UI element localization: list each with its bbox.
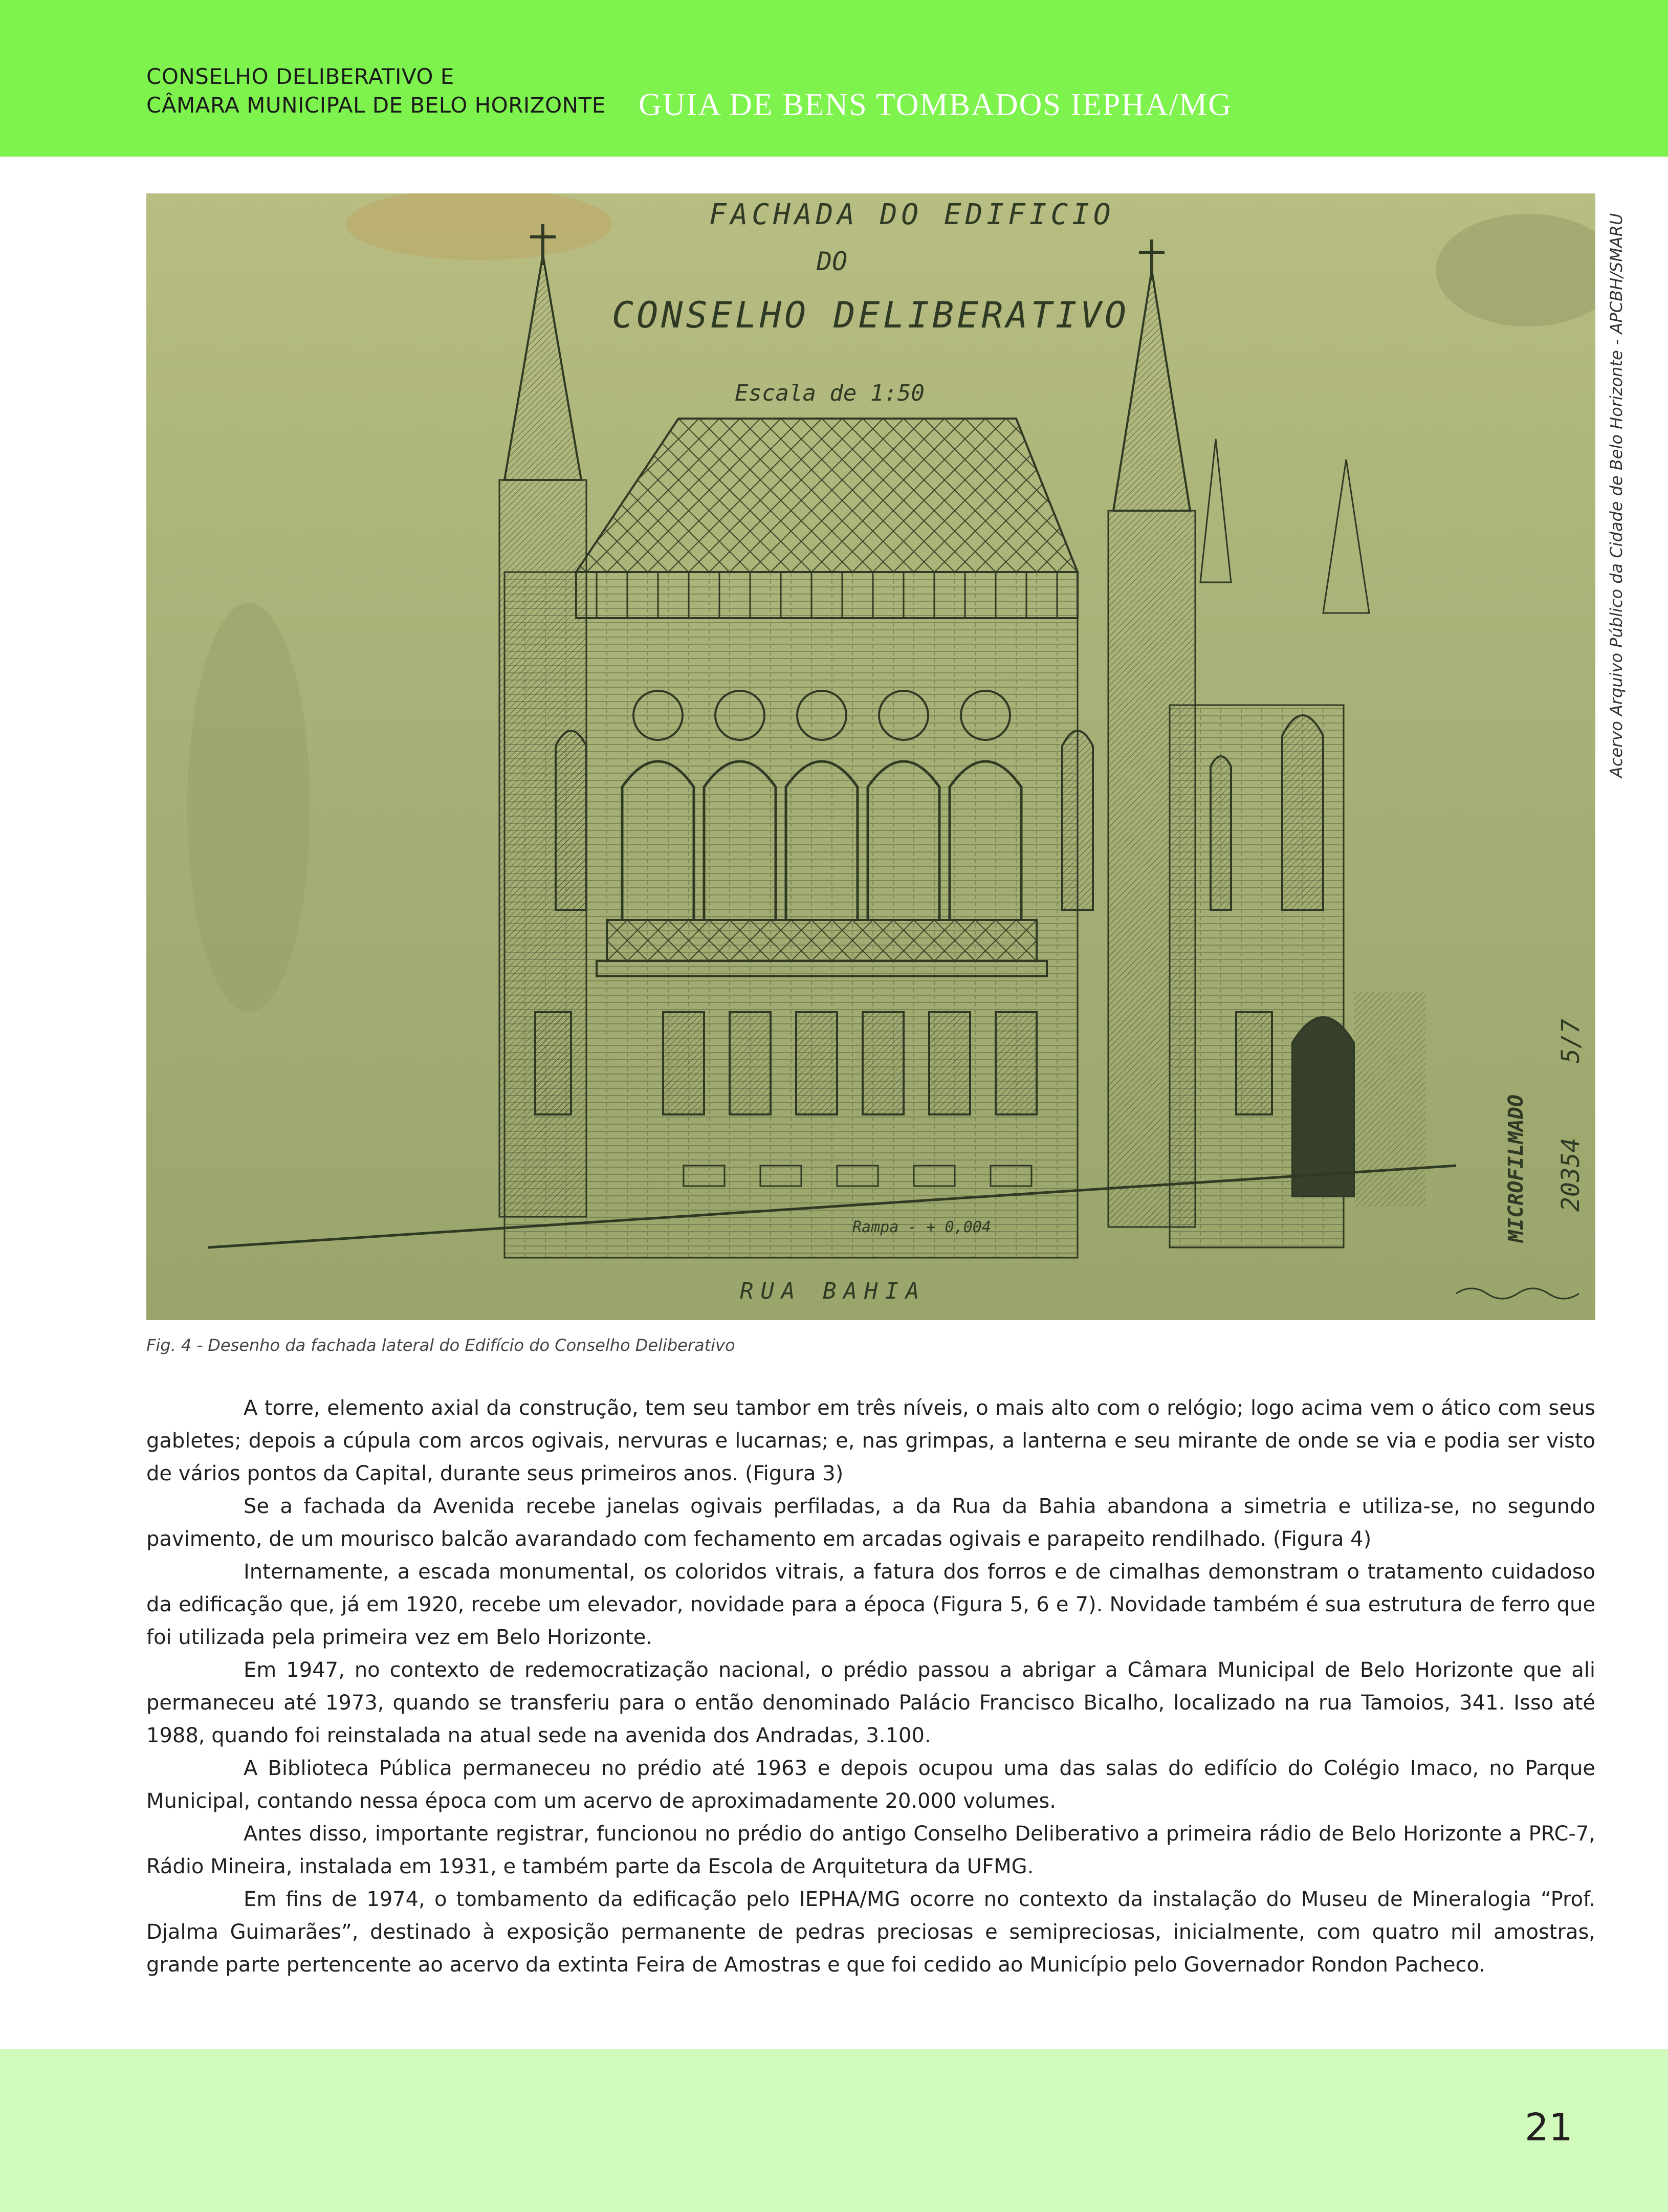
facade-drawing-figure [146, 193, 1595, 1320]
sheet-number: 5/7 [1556, 1019, 1585, 1063]
paragraph-1: A torre, elemento axial da construção, tem seu tambor em três níveis, o mais alto com o relógio; logo acima vem o ático com seus gabletes; depois a cúpula com arcos ogivais, nervuras e lucarnas; e, nas grimpas, a lanterna e seu mirante de onde se via e podia ser visto de vários pontos da Capital, durante seus primeiros anos. (Figura 3) [146, 1396, 1595, 1485]
drawing-title-3: CONSELHO DELIBERATIVO [612, 294, 1130, 336]
guide-title: GUIA DE BENS TOMBADOS IEPHA/MG [639, 87, 1233, 122]
paragraph-5: A Biblioteca Pública permaneceu no prédio até 1963 e depois ocupou uma das salas do edifício do Colégio Imaco, no Parque Municipal, contando nessa época com um acervo de aproximadamente 20.000 volumes. [146, 1757, 1595, 1813]
archive-number-stamp: 20354 [1556, 1137, 1585, 1212]
drawing-title-2: DO [817, 247, 848, 276]
image-credit: Acervo Arquivo Público da Cidade de Belo Horizonte - APCBH/SMARU [1607, 213, 1626, 778]
paragraph-3: Internamente, a escada monumental, os coloridos vitrais, a fatura dos forros e de cimalhas demonstram o tratamento cuidadoso da edificação que, já em 1920, recebe um elevador, novidade para a época (Figura 5, 6 e 7). Novidade também é sua estrutura de ferro que foi utilizada pela primeira vez em Belo Horizonte. [146, 1560, 1595, 1649]
facade-drawing [146, 193, 1595, 1320]
drawing-title-1: FACHADA DO EDIFICIO [709, 198, 1115, 231]
paragraph-7: Em fins de 1974, o tombamento da edificação pelo IEPHA/MG ocorre no contexto da instalação do Museu de Mineralogia “Prof. Djalma Guimarães”, destinado à exposição permanente de pedras preciosas e semipreciosas, inicialmente, com quatro mil amostras, grande parte pertencente ao acervo da extinta Feira de Amostras e que foi cedido ao Município pelo Governador Rondon Pacheco. [146, 1888, 1595, 1977]
page-header [0, 0, 1668, 157]
microfilm-stamp: MICROFILMADO [1504, 1094, 1528, 1242]
paragraph-4: Em 1947, no contexto de redemocratização nacional, o prédio passou a abrigar a Câmara Municipal de Belo Horizonte que ali permaneceu até 1973, quando se transferiu para o então denominado Palácio Francisco Bicalho, localizado na rua Tamoios, 341. Isso até 1988, quando foi reinstalada na atual sede na avenida dos Andradas, 3.100. [146, 1658, 1595, 1747]
article-body [146, 1392, 1595, 1981]
drawing-street-label: RUA BAHIA [740, 1278, 927, 1304]
header-line-1: CONSELHO DELIBERATIVO E [146, 64, 454, 89]
signature-mark [1456, 1288, 1579, 1299]
paragraph-2: Se a fachada da Avenida recebe janelas ogivais perfiladas, a da Rua da Bahia abandona a simetria e utiliza-se, no segundo pavimento, de um mourisco balcão avarandado com fechamento em arcadas ogivais e parapeito rendilhado. (Figura 4) [146, 1495, 1595, 1551]
drawing-scale: Escala de 1:50 [735, 380, 925, 406]
header-line-2: CÂMARA MUNICIPAL DE BELO HORIZONTE [146, 93, 606, 118]
drawing-ramp-label: Rampa - + 0,004 [852, 1218, 991, 1236]
page-number: 21 [1524, 2106, 1573, 2150]
paragraph-6: Antes disso, importante registrar, funcionou no prédio do antigo Conselho Deliberativo a primeira rádio de Belo Horizonte a PRC-7, Rádio Mineira, instalada em 1931, e também parte da Escola de Arquitetura da UFMG. [146, 1822, 1595, 1878]
figure-caption: Fig. 4 - Desenho da fachada lateral do Edifício do Conselho Deliberativo [146, 1335, 735, 1355]
header-institution [146, 62, 606, 120]
page-footer [0, 2049, 1668, 2212]
